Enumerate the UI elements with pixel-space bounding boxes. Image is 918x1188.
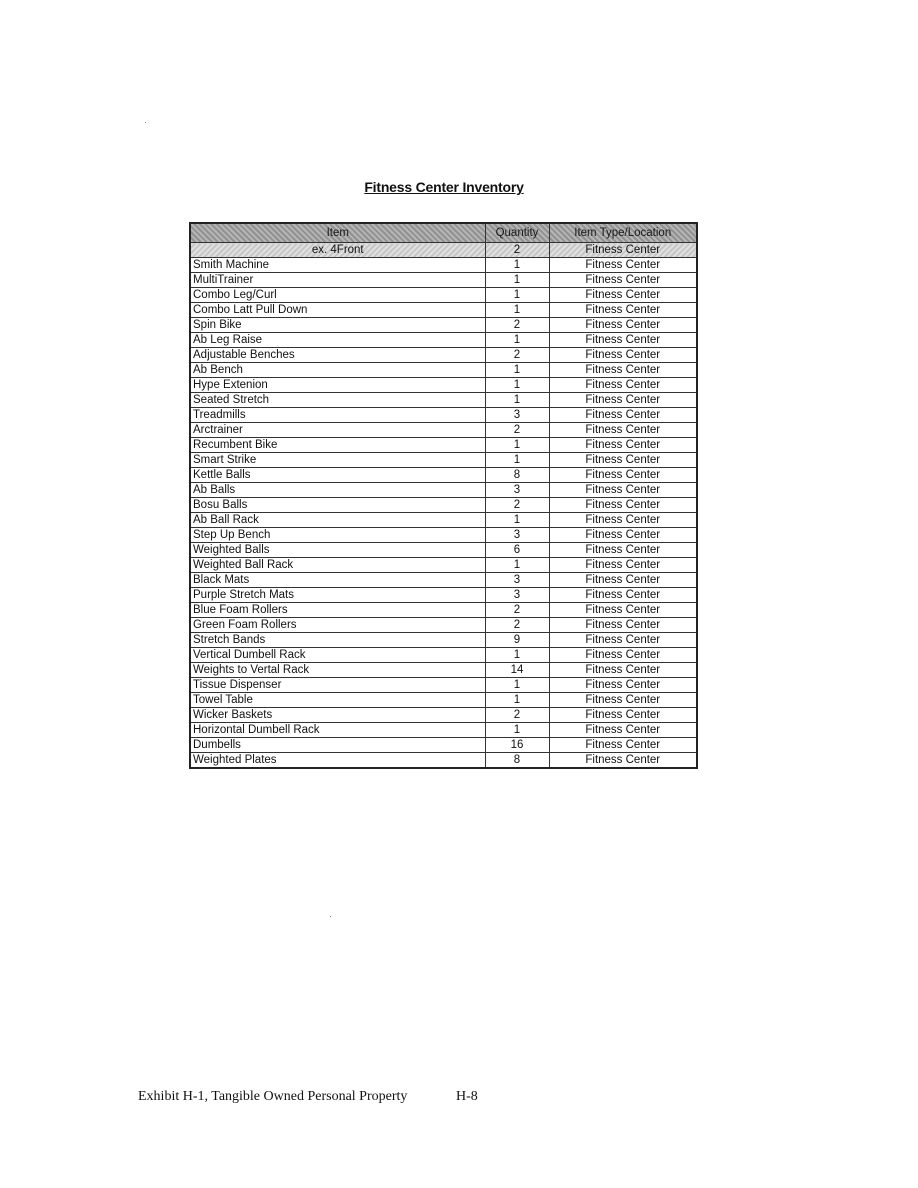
row-item: Purple Stretch Mats (190, 588, 485, 603)
table-row (190, 273, 697, 288)
row-location: Fitness Center (549, 663, 697, 678)
row-location: Fitness Center (549, 438, 697, 453)
row-item: Stretch Bands (190, 633, 485, 648)
row-quantity: 2 (485, 708, 549, 723)
row-location: Fitness Center (549, 303, 697, 318)
row-location: Fitness Center (549, 513, 697, 528)
row-item: Weights to Vertal Rack (190, 663, 485, 678)
table-header-row (190, 223, 697, 243)
row-quantity: 3 (485, 528, 549, 543)
row-quantity: 2 (485, 603, 549, 618)
table-row (190, 543, 697, 558)
row-item: Horizontal Dumbell Rack (190, 723, 485, 738)
row-quantity: 1 (485, 258, 549, 273)
row-quantity: 9 (485, 633, 549, 648)
row-quantity: 1 (485, 333, 549, 348)
row-location: Fitness Center (549, 543, 697, 558)
table-row (190, 483, 697, 498)
table-row (190, 453, 697, 468)
row-item: Smith Machine (190, 258, 485, 273)
example-item: ex. 4Front (190, 243, 485, 258)
row-location: Fitness Center (549, 468, 697, 483)
table-row (190, 408, 697, 423)
row-item: Seated Stretch (190, 393, 485, 408)
table-row (190, 558, 697, 573)
row-location: Fitness Center (549, 633, 697, 648)
row-quantity: 1 (485, 438, 549, 453)
row-item: Bosu Balls (190, 498, 485, 513)
table-row (190, 678, 697, 693)
row-quantity: 6 (485, 543, 549, 558)
row-quantity: 1 (485, 648, 549, 663)
row-quantity: 2 (485, 318, 549, 333)
row-item: Weighted Ball Rack (190, 558, 485, 573)
table-row (190, 753, 697, 769)
table-row (190, 723, 697, 738)
row-location: Fitness Center (549, 528, 697, 543)
row-location: Fitness Center (549, 483, 697, 498)
row-location: Fitness Center (549, 288, 697, 303)
row-item: Spin Bike (190, 318, 485, 333)
row-item: Smart Strike (190, 453, 485, 468)
row-quantity: 1 (485, 273, 549, 288)
row-item: Black Mats (190, 573, 485, 588)
table-row (190, 363, 697, 378)
row-location: Fitness Center (549, 573, 697, 588)
row-item: Blue Foam Rollers (190, 603, 485, 618)
table-row (190, 258, 697, 273)
table-row (190, 693, 697, 708)
table-row (190, 423, 697, 438)
row-quantity: 1 (485, 453, 549, 468)
table-row (190, 318, 697, 333)
page-title: Fitness Center Inventory (364, 179, 524, 195)
scan-speck (330, 916, 331, 917)
row-location: Fitness Center (549, 423, 697, 438)
row-location: Fitness Center (549, 318, 697, 333)
row-location: Fitness Center (549, 363, 697, 378)
row-item: Adjustable Benches (190, 348, 485, 363)
row-location: Fitness Center (549, 603, 697, 618)
table-row (190, 333, 697, 348)
row-location: Fitness Center (549, 273, 697, 288)
row-item: Treadmills (190, 408, 485, 423)
table-row (190, 438, 697, 453)
table-row (190, 468, 697, 483)
row-item: Weighted Plates (190, 753, 485, 769)
row-location: Fitness Center (549, 558, 697, 573)
row-location: Fitness Center (549, 453, 697, 468)
row-location: Fitness Center (549, 333, 697, 348)
row-item: Ab Balls (190, 483, 485, 498)
row-quantity: 3 (485, 483, 549, 498)
header-quantity: Quantity (485, 223, 549, 243)
row-quantity: 14 (485, 663, 549, 678)
row-item: Kettle Balls (190, 468, 485, 483)
row-quantity: 3 (485, 573, 549, 588)
table-row (190, 648, 697, 663)
table-row (190, 603, 697, 618)
table-row (190, 663, 697, 678)
row-location: Fitness Center (549, 618, 697, 633)
row-location: Fitness Center (549, 708, 697, 723)
row-location: Fitness Center (549, 378, 697, 393)
row-location: Fitness Center (549, 408, 697, 423)
scan-speck (145, 122, 146, 123)
row-item: Recumbent Bike (190, 438, 485, 453)
row-quantity: 16 (485, 738, 549, 753)
row-quantity: 2 (485, 618, 549, 633)
row-quantity: 2 (485, 498, 549, 513)
table-row (190, 288, 697, 303)
row-quantity: 1 (485, 363, 549, 378)
row-quantity: 1 (485, 303, 549, 318)
row-item: Dumbells (190, 738, 485, 753)
table-row (190, 588, 697, 603)
table-row (190, 513, 697, 528)
row-item: Tissue Dispenser (190, 678, 485, 693)
table-row (190, 528, 697, 543)
row-item: Ab Ball Rack (190, 513, 485, 528)
row-quantity: 1 (485, 678, 549, 693)
row-quantity: 8 (485, 753, 549, 769)
table-row (190, 738, 697, 753)
table-row (190, 348, 697, 363)
footer-page-number: H-8 (456, 1089, 478, 1104)
row-quantity: 1 (485, 513, 549, 528)
table-row (190, 393, 697, 408)
row-location: Fitness Center (549, 258, 697, 273)
row-location: Fitness Center (549, 723, 697, 738)
table-row (190, 708, 697, 723)
row-item: MultiTrainer (190, 273, 485, 288)
row-quantity: 1 (485, 393, 549, 408)
row-location: Fitness Center (549, 693, 697, 708)
row-location: Fitness Center (549, 393, 697, 408)
row-item: Arctrainer (190, 423, 485, 438)
row-item: Combo Leg/Curl (190, 288, 485, 303)
example-quantity: 2 (485, 243, 549, 258)
row-quantity: 1 (485, 693, 549, 708)
row-quantity: 8 (485, 468, 549, 483)
example-row (190, 243, 697, 258)
row-quantity: 2 (485, 423, 549, 438)
row-item: Ab Leg Raise (190, 333, 485, 348)
table-row (190, 303, 697, 318)
row-location: Fitness Center (549, 753, 697, 769)
row-quantity: 1 (485, 288, 549, 303)
example-location: Fitness Center (549, 243, 697, 258)
header-item: Item (190, 223, 485, 243)
table-row (190, 618, 697, 633)
row-quantity: 1 (485, 378, 549, 393)
row-quantity: 2 (485, 348, 549, 363)
row-item: Step Up Bench (190, 528, 485, 543)
row-location: Fitness Center (549, 648, 697, 663)
row-item: Vertical Dumbell Rack (190, 648, 485, 663)
footer-exhibit: Exhibit H-1, Tangible Owned Personal Property (138, 1089, 408, 1104)
table-row (190, 633, 697, 648)
row-quantity: 1 (485, 558, 549, 573)
row-quantity: 3 (485, 408, 549, 423)
row-item: Hype Extenion (190, 378, 485, 393)
row-item: Towel Table (190, 693, 485, 708)
row-location: Fitness Center (549, 738, 697, 753)
row-location: Fitness Center (549, 588, 697, 603)
row-item: Wicker Baskets (190, 708, 485, 723)
row-item: Weighted Balls (190, 543, 485, 558)
row-location: Fitness Center (549, 678, 697, 693)
header-location: Item Type/Location (549, 223, 697, 243)
row-location: Fitness Center (549, 498, 697, 513)
row-item: Combo Latt Pull Down (190, 303, 485, 318)
row-item: Ab Bench (190, 363, 485, 378)
table-row (190, 378, 697, 393)
inventory-table (189, 222, 698, 769)
table-row (190, 573, 697, 588)
row-quantity: 3 (485, 588, 549, 603)
row-item: Green Foam Rollers (190, 618, 485, 633)
row-location: Fitness Center (549, 348, 697, 363)
row-quantity: 1 (485, 723, 549, 738)
table-row (190, 498, 697, 513)
